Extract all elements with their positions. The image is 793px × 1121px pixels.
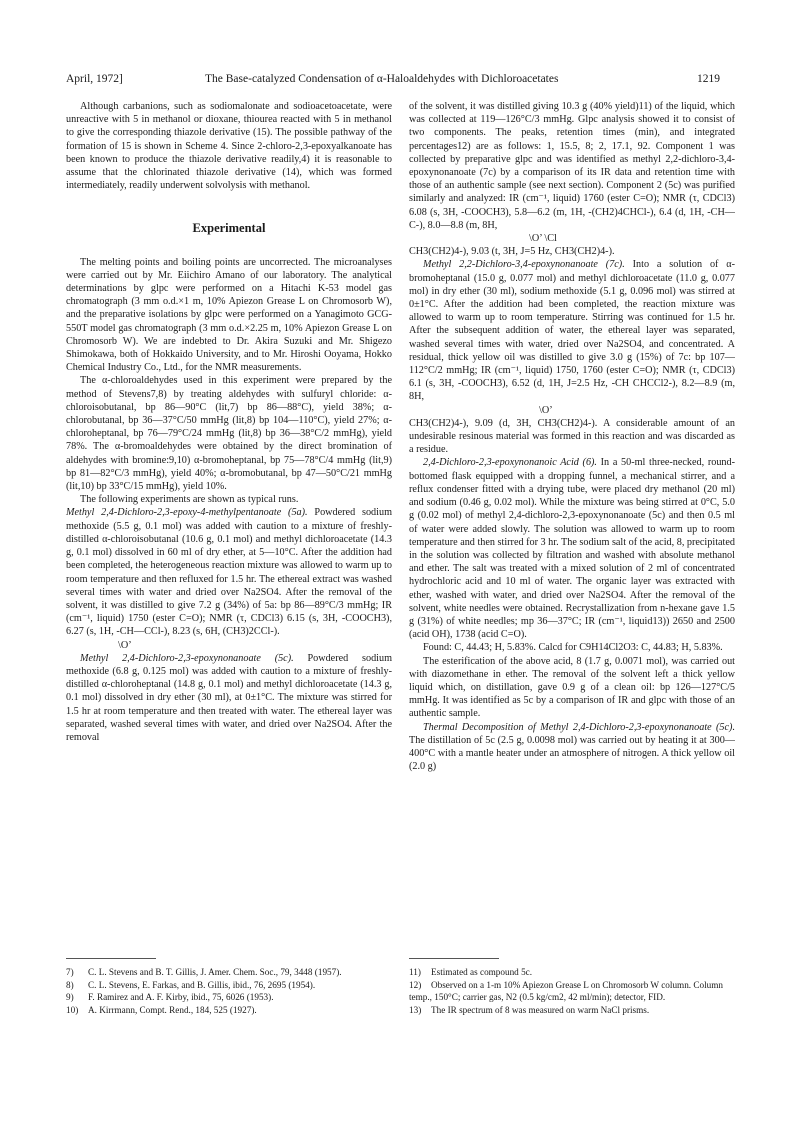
paragraph-general-methods: The melting points and boiling points are uncorrected. The microanalyses were carried out by Mr. Eiichiro Amano of our laboratory. The analytical determinations by glpc were performed on a Hitachi K-53 model gas chromatograph (3 mm o.d.×1 m, 10% Apiezon Grease L on Chromosorb W), and the preparative isolations by glpc were performed on a Yanagimoto GCG-550T model gas chromatograph (3 mm o.d.×2.25 m, 10% Apiezon Grease L on Chromosorb W). We are indebted to Dr. Akira Suzuki and Mr. Shigezo Shimokawa, both of Hokkaido University, and to Mr. Hiroshi Ooyama, Hokko Chemical Industry Co., Ltd., for the NMR measurements. xyxy=(66,256,392,374)
footnotes-left xyxy=(66,966,392,1016)
footnote-item: 7) C. L. Stevens and B. T. Gillis, J. Amer. Chem. Soc., 79, 3448 (1957). xyxy=(66,967,342,977)
procedure-5c-title: Methyl 2,4-Dichloro-2,3-epoxynonanoate (5c). xyxy=(80,652,294,664)
procedure-5a-text: Powdered sodium methoxide (5.5 g, 0.1 mol) was added with caution to a mixture of freshly-distilled α-chloroisobutanal (10.6 g, 0.1 mol) and methyl dichloroacetate (14.3 g, 0.1 mol) dissolved in 60 ml of dry ether, at 5—10°C. After the addition had been completed, the heterogeneous reaction mixture was allowed to warm up to room temperature and then refluxed for 1.5 hr. The ethereal extract was washed several times with water and dried over Na2SO4. After the removal of the solvent, it was distilled to give 7.2 g (34%) of 5a: bp 86—89°C/3 mmHg; IR (cm⁻¹, liquid) 1750 (ester C=O); NMR (τ, CDCl3) 6.15 (s, 3H, -COOCH3), 6.27 (s, 1H, -CH—CCl-), 8.23 (s, 6H, (CH3)2CCl-). xyxy=(66,507,392,638)
procedure-5c xyxy=(66,652,392,744)
footnote-rule xyxy=(409,958,499,959)
analysis-result: Found: C, 44.43; H, 5.83%. Calcd for C9H14Cl2O3: C, 44.83; H, 5.83%. xyxy=(423,642,723,654)
procedure-thermal xyxy=(409,721,735,774)
procedure-5c-text: Powdered sodium methoxide (6.8 g, 0.125 mol) was added with caution to a mixture of freshly-distilled α-chloroheptanal (14.8 g, 0.1 mol) and methyl dichloroacetate (14.3 g, 0.1 mol) dissolved in dry ether (30 ml), at 0±1°C. The mixture was stirred for 1.5 hr at room temperature and then treated with water. The ethereal layer was separated, washed several times with water, and dried over Na2SO4. After the removal xyxy=(66,652,393,743)
footnote-item: 11) Estimated as compound 5c. xyxy=(409,967,533,977)
section-heading-experimental: Experimental xyxy=(192,221,266,236)
procedure-5a-title: Methyl 2,4-Dichloro-2,3-epoxy-4-methylpentanoate (5a). xyxy=(66,507,308,519)
footnote-item: 10) A. Kirrmann, Compt. Rend., 184, 525 (1927). xyxy=(66,1004,257,1015)
paragraph-esterification: The esterification of the above acid, 8 (1.7 g, 0.0071 mol), was carried out with diazomethane in ether. The removal of the solvent left a thick yellow liquid which, on distillation, gave 0.9 g of a clean oil: bp 126—127°C/5 mmHg. It was identified as 5c by a comparison of IR and glpc with those of an authentic sample. xyxy=(409,655,735,720)
paragraph-continued: of the solvent, it was distilled giving 10.3 g (40% yield)11) of the liquid, which was collected at 119—126°C/3 mmHg. Glpc analysis showed it to consist of two components. The peaks, retention times (min), and integrated percentages12) are as follows: 1, 15.5, 8; 2, 17.1, 92. Component 1 was collected by preparative glpc and was identified as methyl 2,2-dichloro-3,4-epoxynonanoate (7c) by a comparison of its IR data and retention time with those of an authentic sample (see next section). Component 2 (5c) was purified similarly and analyzed: IR (cm⁻¹, liquid) 1760 (ester C=O); NMR (τ, CDCl3) 6.08 (s, 3H, -COOCH3), 5.8—6.2 (m, 1H, -(CH2)4CHCl-), 6.4 (d, 1H, -CH—C-), 8.0—8.8 (m, 8H, xyxy=(409,101,735,231)
footnote-item: 8) C. L. Stevens, E. Farkas, and B. Gillis, ibid., 76, 2695 (1954). xyxy=(66,979,316,990)
footnotes-right xyxy=(409,966,735,1016)
paragraph-chloroaldehydes: The α-chloroaldehydes used in this experiment were prepared by the method of Stevens7,8) by treating aldehydes with sulfuryl chloride: α-chloroisobutanal, bp 86—90°C (lit,7) bp 86—88°C), yield 38%; α-chlorobutanal, bp 36—37°C/50 mmHg (lit,8) bp 104—110°C), yield 27%; α-chloroheptanal, bp 76—79°C/24 mmHg (lit,8) bp 36—38°C/2 mmHg), yield 78%. The α-bromoaldehydes were obtained by the direct bromination of aldehydes with bromine:9,10) α-bromoheptanal, bp 75—78°C/4 mmHg (lit,9) bp 81—82°C/3 mmHg), yield 40%; α-bromobutanal, bp 47—50°C/21 mmHg (lit,10) bp 33°C/15 mmHg), yield 10%. xyxy=(66,375,392,493)
epoxide-ring-mark: \O’ \Cl xyxy=(529,233,557,245)
footnote-item: 9) F. Ramirez and A. F. Kirby, ibid., 75, 6026 (1953). xyxy=(66,992,274,1002)
running-title: The Base-catalyzed Condensation of α-Haloaldehydes with Dichloroacetates xyxy=(205,73,559,85)
paragraph-continued-b: CH3(CH2)4-), 9.03 (t, 3H, J=5 Hz, CH3(CH2)4-). xyxy=(409,246,615,258)
procedure-5a xyxy=(66,506,392,638)
epoxide-ring-mark: \O’ xyxy=(118,639,132,651)
procedure-7c-title: Methyl 2,2-Dichloro-3,4-epoxynonanoate (7c). xyxy=(423,259,625,271)
procedure-6-text: In a 50-ml three-necked, round-bottomed flask equipped with a dropping funnel, a mechanical stirrer, and a reflux condenser fitted with a drying tube, were placed dry methanol (20 ml) and sodium (0.46 g, 0.02 mol). While the mixture was being stirred at 0°C, 5.0 g (0.02 mol) of methyl 2,4-dichloro-2,3-epoxynonanoate (5c) and then 0.5 ml of water were added slowly. The solution was allowed to warm up to room temperature and then stirred for 3 hr. The sodium salt of the acid, 8, precipitated in the solution was collected by filtration and washed with absolute methanol and ether. The salt was treated with a mixed solution of 2 ml of concentrated hydrochloric acid and 10 ml of water. The organic layer was extracted with ether, washed with water, and dried over Na2SO4. After the removal of the solvent, white needles were obtained. Recrystallization from n-hexane gave 1.5 g (31%) of white needles; mp 36—37°C; IR (cm⁻¹, liquid13)) 2650 and 2500 (acid OH), 1738 (acid C=O). xyxy=(409,457,735,641)
page-number: 1219 xyxy=(697,73,720,85)
footnote-item: 13) The IR spectrum of 8 was measured on warm NaCl prisms. xyxy=(409,1004,650,1015)
paragraph-typical-runs: The following experiments are shown as typical runs. xyxy=(80,494,299,506)
footnote-item: 12) Observed on a 1-m 10% Apiezon Grease L on Chromosorb W column. Column temp., 150°C; carrier gas, N2 (0.5 kg/cm2, 42 ml/min); detector, FID. xyxy=(409,979,723,1002)
procedure-7c-text: Into a solution of α-bromoheptanal (15.0 g, 0.077 mol) and methyl dichloroacetate (11.0 g, 0.077 mol) in dry ether (30 ml), sodium methoxide (5.1 g, 0.096 mol) was stirred at 0±1°C. After the addition had been completed, the reaction mixture was allowed to warm up to room temperature. Stirring was continued for 1.5 hr. After the subsequent addition of water, the ethereal layer was separated, washed several times with water, dried over Na2SO4, and concentrated. A residual, thick yellow oil was distilled to give 3.0 g (15%) of 7c: bp 107—112°C/2 mmHg; IR (cm⁻¹, liquid) 1750, 1760 (ester C=O); NMR (τ, CDCl3) 6.1 (s, 3H, -COOCH3), 6.52 (d, 1H, J=2.5 Hz, -CH CHCCl2-), 8.2—8.9 (m, 8H, xyxy=(409,259,736,403)
procedure-7c-continued: CH3(CH2)4-), 9.09 (d, 3H, CH3(CH2)4-). A considerable amount of an undesirable resinous material was formed in this reaction and was discarded as a residue. xyxy=(409,417,735,456)
header-date: April, 1972] xyxy=(66,73,123,85)
procedure-6 xyxy=(409,456,735,641)
procedure-thermal-title: Thermal Decomposition of Methyl 2,4-Dichloro-2,3-epoxynonanoate (5c). xyxy=(423,721,735,733)
procedure-6-title: 2,4-Dichloro-2,3-epoxynonanoic Acid (6). xyxy=(423,457,597,469)
paragraph-discussion: Although carbanions, such as sodiomalonate and sodioacetoacetate, were unreactive with 5 in methanol or dioxane, thiourea reacted with 5 in methanol to give the corresponding thiazole derivative (15). The possible pathway of the formation of 15 is shown in Scheme 4. Since 2-chloro-2,3-epoxyalkanoate has been known to produce the thiazole derivative readily,4) it is reasonable to assume that the chlorinated thiazole derivative (14), which was formed intermediately, readily underwent solvolysis with methanol. xyxy=(66,101,392,192)
footnote-rule xyxy=(66,958,156,959)
epoxide-ring-mark: \O’ xyxy=(539,404,553,416)
procedure-7c xyxy=(409,258,735,403)
right-column xyxy=(409,100,735,773)
procedure-thermal-text: The distillation of 5c (2.5 g, 0.0098 mol) was carried out by heating it at 300—400°C with a mantle heater under an atmosphere of nitrogen. A thick yellow oil (2.0 g) xyxy=(409,734,735,773)
left-column xyxy=(66,100,392,744)
